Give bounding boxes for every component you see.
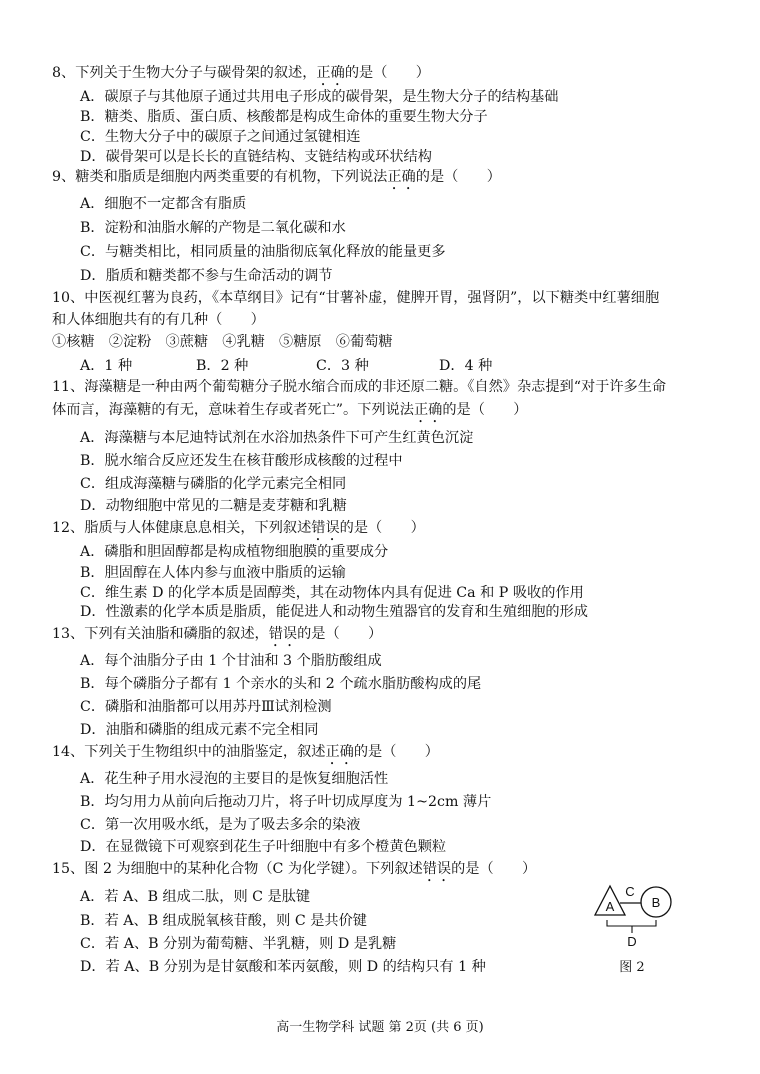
figure-bracket (607, 920, 656, 926)
question-13-option-b: B．每个磷脂分子都有 1 个亲水的头和 2 个疏水脂肪酸构成的尾 (80, 676, 482, 692)
question-14-option-c: C．第一次用吸水纸，是为了吸去多余的染液 (80, 817, 361, 833)
question-13-option-d: D．油脂和磷脂的组成元素不完全相同 (80, 722, 319, 738)
question-10-option-a: A．1 种 (80, 358, 133, 374)
question-15-option-b: B．若 A、B 组成脱氧核苷酸，则 C 是共价键 (80, 913, 367, 929)
question-10-option-d: D．4 种 (439, 358, 493, 374)
question-8-stem: 8、下列关于生物大分子与碳骨架的叙述，正确的是（ ） (52, 65, 430, 81)
question-9-option-d: D．脂质和糖类都不参与生命活动的调节 (80, 268, 333, 284)
figure-label-b: B (651, 895, 661, 910)
question-10-options (80, 355, 600, 377)
question-11-stem-line1: 11、海藻糖是一种由两个葡萄糖分子脱水缩合而成的非还原二糖。《自然》杂志提到“对于许多生命 (52, 379, 667, 395)
question-9-option-a: A．细胞不一定都含有脂质 (80, 196, 247, 212)
question-14-option-b: B．均匀用力从前向后拖动刀片，将子叶切成厚度为 1~2cm 薄片 (80, 794, 492, 810)
question-11-stem-line2: 体而言，海藻糖的有无，意味着生存或者死亡”。下列说法正确的是（ ） (52, 402, 528, 418)
figure-caption: 图 2 (619, 960, 645, 975)
question-12-option-c: C．维生素 D 的化学本质是固醇类，其在动物体内具有促进 Ca 和 P 吸收的作用 (80, 585, 584, 601)
question-13-option-c: C．磷脂和油脂都可以用苏丹Ⅲ试剂检测 (80, 699, 332, 715)
question-12-option-a: A．磷脂和胆固醇都是构成植物细胞膜的重要成分 (80, 544, 389, 560)
question-13-option-a: A．每个油脂分子由 1 个甘油和 3 个脂肪酸组成 (80, 653, 382, 669)
question-8-option-a: A．碳原子与其他原子通过共用电子形成的碳骨架，是生物大分子的结构基础 (80, 89, 559, 105)
figure-2 (594, 880, 704, 980)
question-10-option-c: C．3 种 (316, 358, 369, 374)
question-10-stem-line1: 10、中医视红薯为良药，《本草纲目》记有“甘薯补虚，健脾开胃，强肾阴”，以下糖类中红薯细胞 (52, 290, 660, 306)
question-12-stem: 12、脂质与人体健康息息相关，下列叙述错误的是（ ） (52, 520, 425, 536)
question-8-option-d: D．碳骨架可以是长长的直链结构、支链结构或环状结构 (80, 149, 432, 165)
figure-label-d: D (627, 934, 637, 949)
question-11-option-b: B．脱水缩合反应还发生在核苷酸形成核酸的过程中 (80, 453, 403, 469)
question-12-option-b: B．胆固醇在人体内参与血液中脂质的运输 (80, 565, 346, 581)
figure-label-a: A (605, 899, 615, 914)
question-8-option-c: C．生物大分子中的碳原子之间通过氢键相连 (80, 129, 361, 145)
question-10-stem-line2: 和人体细胞共有的有几种（ ） (52, 312, 265, 328)
question-14-option-d: D．在显微镜下可观察到花生子叶细胞中有多个橙黄色颗粒 (80, 839, 447, 855)
question-8-option-b: B．糖类、脂质、蛋白质、核酸都是构成生命体的重要生物大分子 (80, 109, 488, 125)
question-15-option-d: D．若 A、B 分别为是甘氨酸和苯丙氨酸，则 D 的结构只有 1 种 (80, 959, 486, 975)
question-11-option-c: C．组成海藻糖与磷脂的化学元素完全相同 (80, 476, 347, 492)
question-10-option-b: B．2 种 (196, 358, 249, 374)
figure-label-c: C (625, 884, 635, 899)
question-15-option-a: A．若 A、B 组成二肽，则 C 是肽键 (80, 889, 311, 905)
question-14-option-a: A．花生种子用水浸泡的主要目的是恢复细胞活性 (80, 771, 389, 787)
question-10-items: ①核糖 ②淀粉 ③蔗糖 ④乳糖 ⑤糖原 ⑥葡萄糖 (52, 334, 393, 350)
question-11-option-a: A．海藻糖与本尼迪特试剂在水浴加热条件下可产生红黄色沉淀 (80, 430, 474, 446)
question-14-stem: 14、下列关于生物组织中的油脂鉴定，叙述正确的是（ ） (52, 744, 439, 760)
question-12-option-d: D．性激素的化学本质是脂质，能促进人和动物生殖器官的发育和生殖细胞的形成 (80, 604, 588, 620)
question-9-option-b: B．淀粉和油脂水解的产物是二氧化碳和水 (80, 220, 346, 236)
question-11-option-d: D．动物细胞中常见的二糖是麦芽糖和乳糖 (80, 498, 347, 514)
question-13-stem: 13、下列有关油脂和磷脂的叙述，错误的是（ ） (52, 626, 383, 642)
page-footer: 高一生物学科 试题 第 2页 (共 6 页) (276, 1020, 484, 1035)
question-9-stem: 9、糖类和脂质是细胞内两类重要的有机物，下列说法正确的是（ ） (52, 169, 501, 185)
question-15-option-c: C．若 A、B 分别为葡萄糖、半乳糖，则 D 是乳糖 (80, 936, 397, 952)
question-9-option-c: C．与糖类相比，相同质量的油脂彻底氧化释放的能量更多 (80, 244, 446, 260)
question-15-stem: 15、图 2 为细胞中的某种化合物（C 为化学键）。下列叙述错误的是（ ） (52, 861, 537, 877)
